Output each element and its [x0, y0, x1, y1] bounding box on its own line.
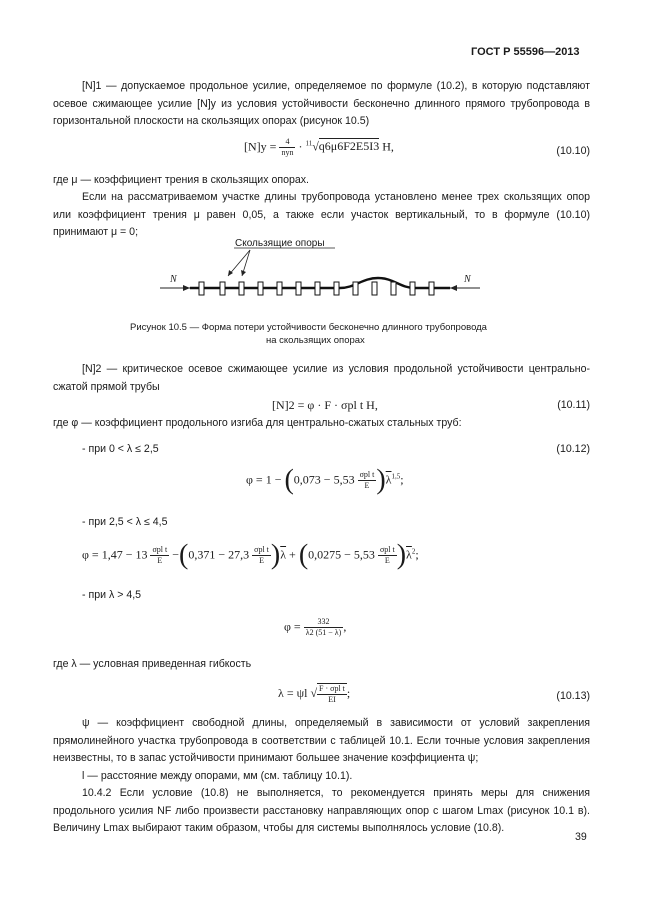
- equation-number: (10.11): [557, 399, 590, 411]
- eq-frac-num: F · σpl t: [319, 684, 345, 693]
- equation-mid: φ = 1,47 − 13 $\frac{\text{σpl t}}{E}$ −(0,371 − 27,3 $\frac{\text{σpl t}}{E}$ )$\overline{\lambda} + (0,0275 - 5,53$ $\frac{\text{σpl t}}{E}$ )$\overline{\lambda}^2$;: [82, 539, 419, 571]
- figure-caption-line2: на скользящих опорах: [266, 335, 365, 346]
- equation-number: (10.12): [556, 443, 590, 455]
- lambda-symbol: $\overline{\lambda}$: [280, 547, 287, 562]
- eq-tail: H,: [382, 139, 394, 154]
- support: [353, 282, 358, 295]
- force-left-label: N: [170, 274, 177, 285]
- support: [315, 282, 320, 295]
- equation-last: [284, 617, 346, 638]
- eq-frac-den: λ2 (51 − λ): [305, 628, 342, 637]
- support: [199, 282, 204, 295]
- eq-term1: φ = 1,47 − 13: [82, 547, 148, 562]
- paragraph-phi: где φ — коэффициент продольного изгиба для центрально-сжатых стальных труб:: [53, 417, 462, 429]
- support: [239, 282, 244, 295]
- force-right-label: N: [464, 274, 471, 285]
- support: [334, 282, 339, 295]
- eq-exponent: 1,5: [391, 472, 401, 481]
- eq-lhs: [N]y: [244, 139, 267, 154]
- eq-exponent: 2: [411, 547, 416, 556]
- support: [258, 282, 263, 295]
- support: [429, 282, 434, 295]
- equation-number: (10.13): [556, 690, 590, 702]
- eq-lhs: φ = 1 −: [246, 472, 282, 487]
- paragraph-n2: [N]2 — критическое осевое сжимающее усилие из условия продольной устойчивости центрально-сжатой прямой трубы: [53, 363, 590, 393]
- eq-coef-num: 4: [279, 137, 295, 148]
- eq-radicand: q6μ6F2E5I3: [318, 139, 380, 154]
- page-number: 39: [575, 831, 587, 843]
- eq-lhs: φ =: [284, 619, 301, 634]
- eq-end: ;: [415, 547, 419, 562]
- lambda-symbol: $\overline{\lambda}$: [406, 547, 412, 562]
- equation-10-11: [N]2 = φ · F · σpl t H,: [272, 398, 378, 412]
- eq-coef-fraction: [279, 137, 295, 158]
- document-id: ГОСТ Р 55596—2013: [471, 46, 580, 58]
- eq-coef-den: nyn: [281, 148, 294, 157]
- lambda-symbol: $\overline{\lambda}$: [385, 472, 392, 487]
- paragraph-l: l — расстояние между опорами, мм (см. таблицу 10.1).: [82, 770, 353, 782]
- eq-end: ;: [346, 685, 351, 700]
- figure-pipeline: [150, 232, 490, 312]
- eq-frac-num: σpl t: [254, 545, 269, 554]
- eq-frac: [304, 617, 347, 638]
- eq-frac: [358, 470, 377, 491]
- eq-lhs: λ = ψl: [278, 685, 308, 700]
- paragraph-n1: [N]1 — допускаемое продольное усилие, определяемое по формуле (10.2), в которую подставляют осевое сжимающее усилие [N]y из условия устойчивости бесконечно длинного прямого трубопровода в горизонтальной плоскости на скользящих опорах (рисунок 10.5): [53, 80, 590, 127]
- equation-10-12: [246, 464, 404, 496]
- eq-end: ;: [400, 472, 404, 487]
- paragraph-mu: где μ — коэффициент трения в скользящих опорах.: [53, 174, 309, 186]
- force-left-arrow: [183, 285, 190, 291]
- paragraph-psi: ψ — коэффициент свободной длины, определяемый в зависимости от условий закрепления прямолинейного участка трубопровода в соответствии с таблицей 10.1. Если точные условия закрепления неизвестны, то в запас устойчивости принимают большее значение коэффициента ψ;: [53, 717, 590, 764]
- eq-end: ,: [343, 619, 347, 634]
- eq-frac: [378, 545, 397, 566]
- eq-term3: 0,0275 − 5,53: [308, 547, 375, 562]
- eq-frac: [150, 545, 169, 566]
- support: [410, 282, 415, 295]
- case-1-label: - при 0 < λ ≤ 2,5: [82, 443, 159, 455]
- paren-close: ): [396, 539, 407, 571]
- eq-frac-den: E: [384, 556, 390, 565]
- paragraph-10-4-2: 10.4.2 Если условие (10.8) не выполняется, то рекомендуется принять меры для снижения продольного усилия NF либо произвести расстановку направляющих опор с шагом Lmax (рисунок 10.1 в). Величину Lmax выбирают таким образом, чтобы для системы выполнялось условие (10.8).: [53, 787, 590, 834]
- eq-term2: 0,371 − 27,3: [188, 547, 250, 562]
- eq-frac: [317, 683, 347, 705]
- eq-frac-num: σpl t: [152, 545, 168, 554]
- support: [391, 282, 396, 295]
- support: [296, 282, 301, 295]
- eq-frac-num: σpl t: [359, 470, 375, 479]
- paren-close: ): [376, 464, 386, 496]
- support: [277, 282, 282, 295]
- label-supports: Скользящие опоры: [235, 238, 325, 249]
- paren-open: (: [179, 539, 189, 571]
- paren-open: (: [298, 539, 309, 571]
- case-3-label: - при λ > 4,5: [82, 589, 142, 601]
- equation-10-10: [N]y = $\frac{4}{\text{nyn}}$ · $^{11}$√q6μ6F2E5I3 H,: [244, 137, 394, 157]
- figure-caption-line1: Рисунок 10.5 — Форма потери устойчивости бесконечно длинного трубопровода: [130, 322, 487, 333]
- eq-bracket-content: 0,073 − 5,53: [293, 472, 355, 487]
- eq-frac: [252, 545, 271, 566]
- support: [372, 282, 377, 295]
- paragraph-lambda: где λ — условная приведенная гибкость: [53, 658, 252, 670]
- eq-frac-den: EI: [328, 695, 336, 704]
- equation-number: (10.10): [556, 145, 590, 157]
- support: [220, 282, 225, 295]
- force-right-arrow: [450, 285, 457, 291]
- eq-frac-den: E: [364, 481, 370, 490]
- eq-frac-num: 332: [304, 617, 344, 628]
- eq-frac-den: E: [157, 556, 163, 565]
- eq-root-index: 11: [305, 139, 313, 148]
- equation-10-13: λ = ψl √ $\frac{\text{F · σpl t}}{EI}$ ;: [278, 684, 351, 704]
- paren-open: (: [284, 464, 294, 496]
- paragraph-conditions: Если на рассматриваемом участке длины трубопровода установлено менее трех скользящих опор или коэффициент трения μ равен 0,05, а также если участок вертикальный, то в формуле (10.10) принимают μ = 0;: [53, 191, 590, 238]
- case-2-label: - при 2,5 < λ ≤ 4,5: [82, 516, 168, 528]
- eq-frac-num: σpl t: [379, 545, 395, 554]
- eq-frac-den: E: [259, 556, 264, 565]
- paren-close: ): [270, 539, 281, 571]
